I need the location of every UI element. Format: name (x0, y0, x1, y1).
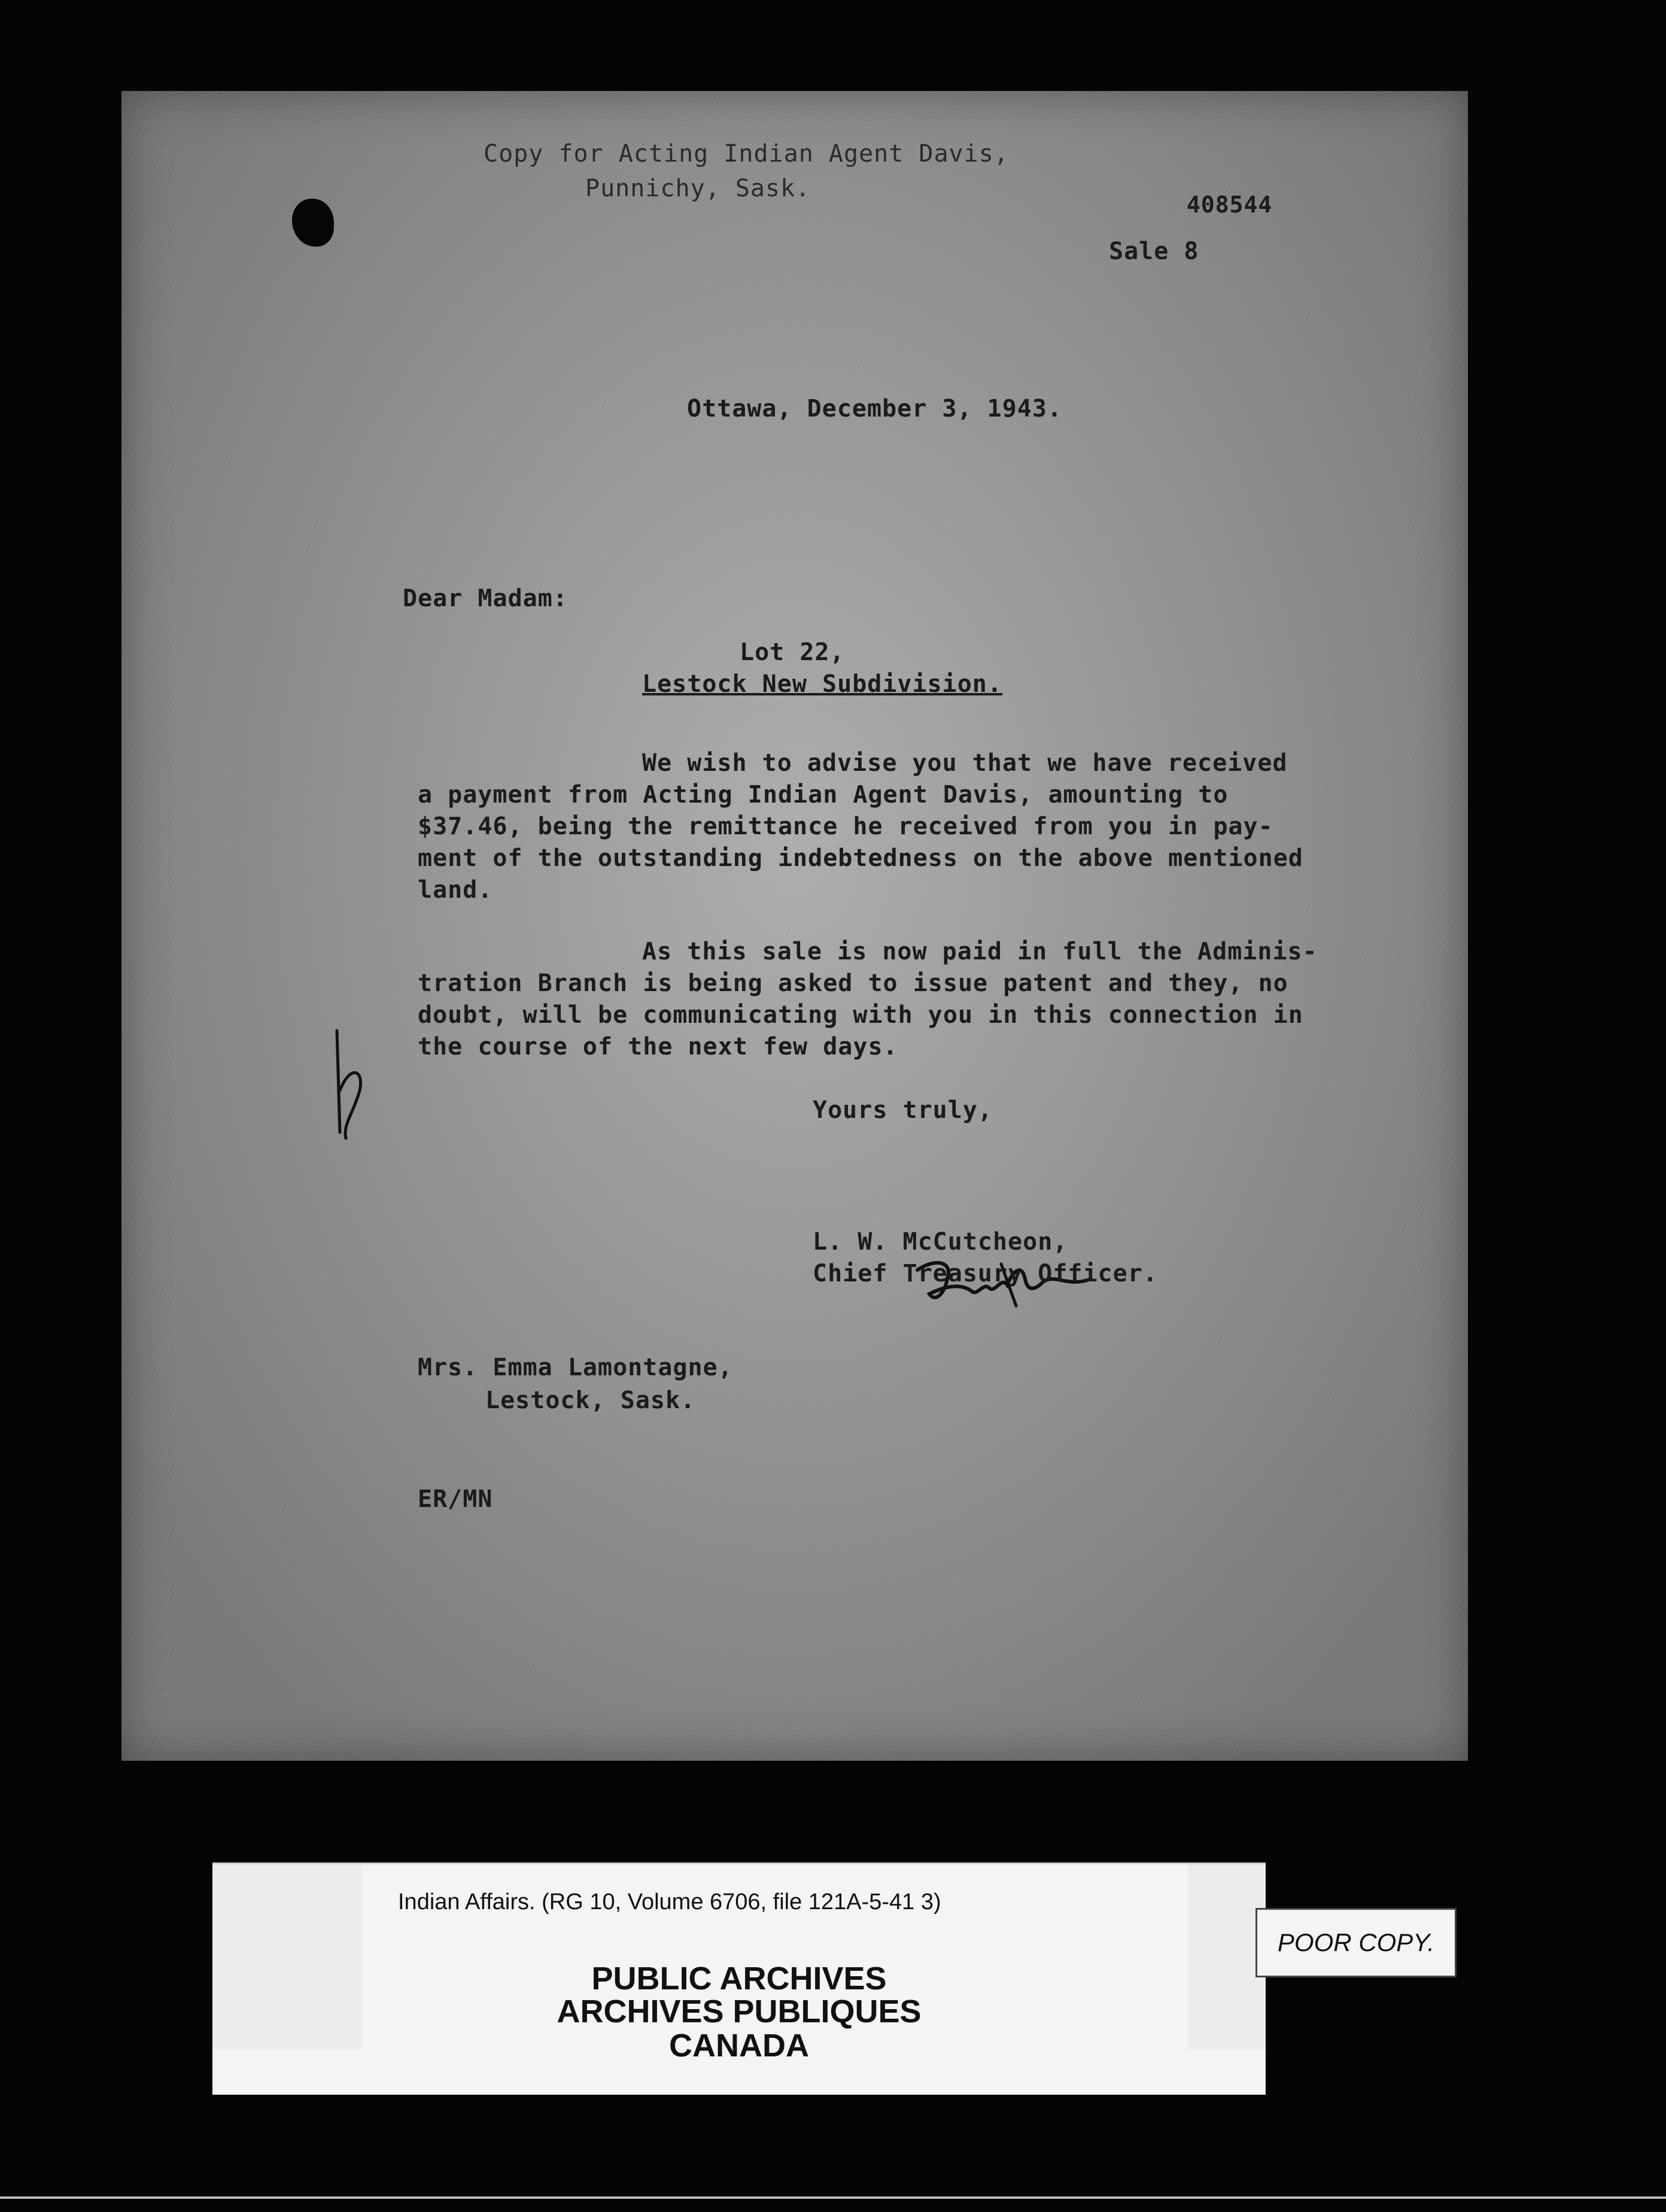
para1-line-1: We wish to advise you that we have received (642, 749, 1288, 777)
signer-title: Chief Treasury Officer. (813, 1260, 1158, 1287)
typist-initials: ER/MN (418, 1485, 493, 1513)
file-number: 408544 (1187, 192, 1273, 218)
archive-reference: Indian Affairs. (RG 10, Volume 6706, file 121A-5-41 3) (398, 1889, 941, 1915)
recipient-line-1: Mrs. Emma Lamontagne, (418, 1354, 733, 1381)
copy-line-2: Punnichy, Sask. (585, 175, 811, 202)
letter-page (121, 91, 1468, 1761)
signer-name: L. W. McCutcheon, (813, 1228, 1068, 1256)
closing: Yours truly, (813, 1096, 993, 1124)
archive-label-strip (212, 1862, 1266, 2095)
recipient-line-2: Lestock, Sask. (485, 1387, 696, 1414)
margin-handwritten-mark (325, 1025, 373, 1144)
archive-line-2: ARCHIVES PUBLIQUES (557, 1994, 922, 2029)
salutation: Dear Madam: (403, 585, 568, 612)
para2-line-3: doubt, will be communicating with you in this connection in (418, 1001, 1303, 1029)
archive-line-3: CANADA (669, 2028, 809, 2064)
subject-line-2: Lestock New Subdivision. (642, 670, 1002, 698)
para1-line-4: ment of the outstanding indebtedness on the above mentioned (418, 844, 1303, 872)
bottom-divider (0, 2196, 1666, 2199)
dateline: Ottawa, December 3, 1943. (687, 395, 1063, 423)
sale-number: Sale 8 (1109, 238, 1199, 265)
punch-hole (292, 199, 334, 247)
poor-copy-label: POOR COPY. (1255, 1908, 1457, 1977)
para2-line-4: the course of the next few days. (418, 1033, 898, 1061)
para2-line-2: tration Branch is being asked to issue patent and they, no (418, 970, 1288, 997)
para2-line-1: As this sale is now paid in full the Adminis- (642, 938, 1318, 965)
para1-line-2: a payment from Acting Indian Agent Davis, amounting to (418, 781, 1229, 809)
archive-line-1: PUBLIC ARCHIVES (591, 1961, 887, 1997)
para1-line-3: $37.46, being the remittance he received from you in pay- (418, 813, 1273, 840)
para1-line-5: land. (418, 876, 493, 904)
copy-line-1: Copy for Acting Indian Agent Davis, (484, 140, 1009, 168)
subject-line-1: Lot 22, (740, 639, 845, 666)
